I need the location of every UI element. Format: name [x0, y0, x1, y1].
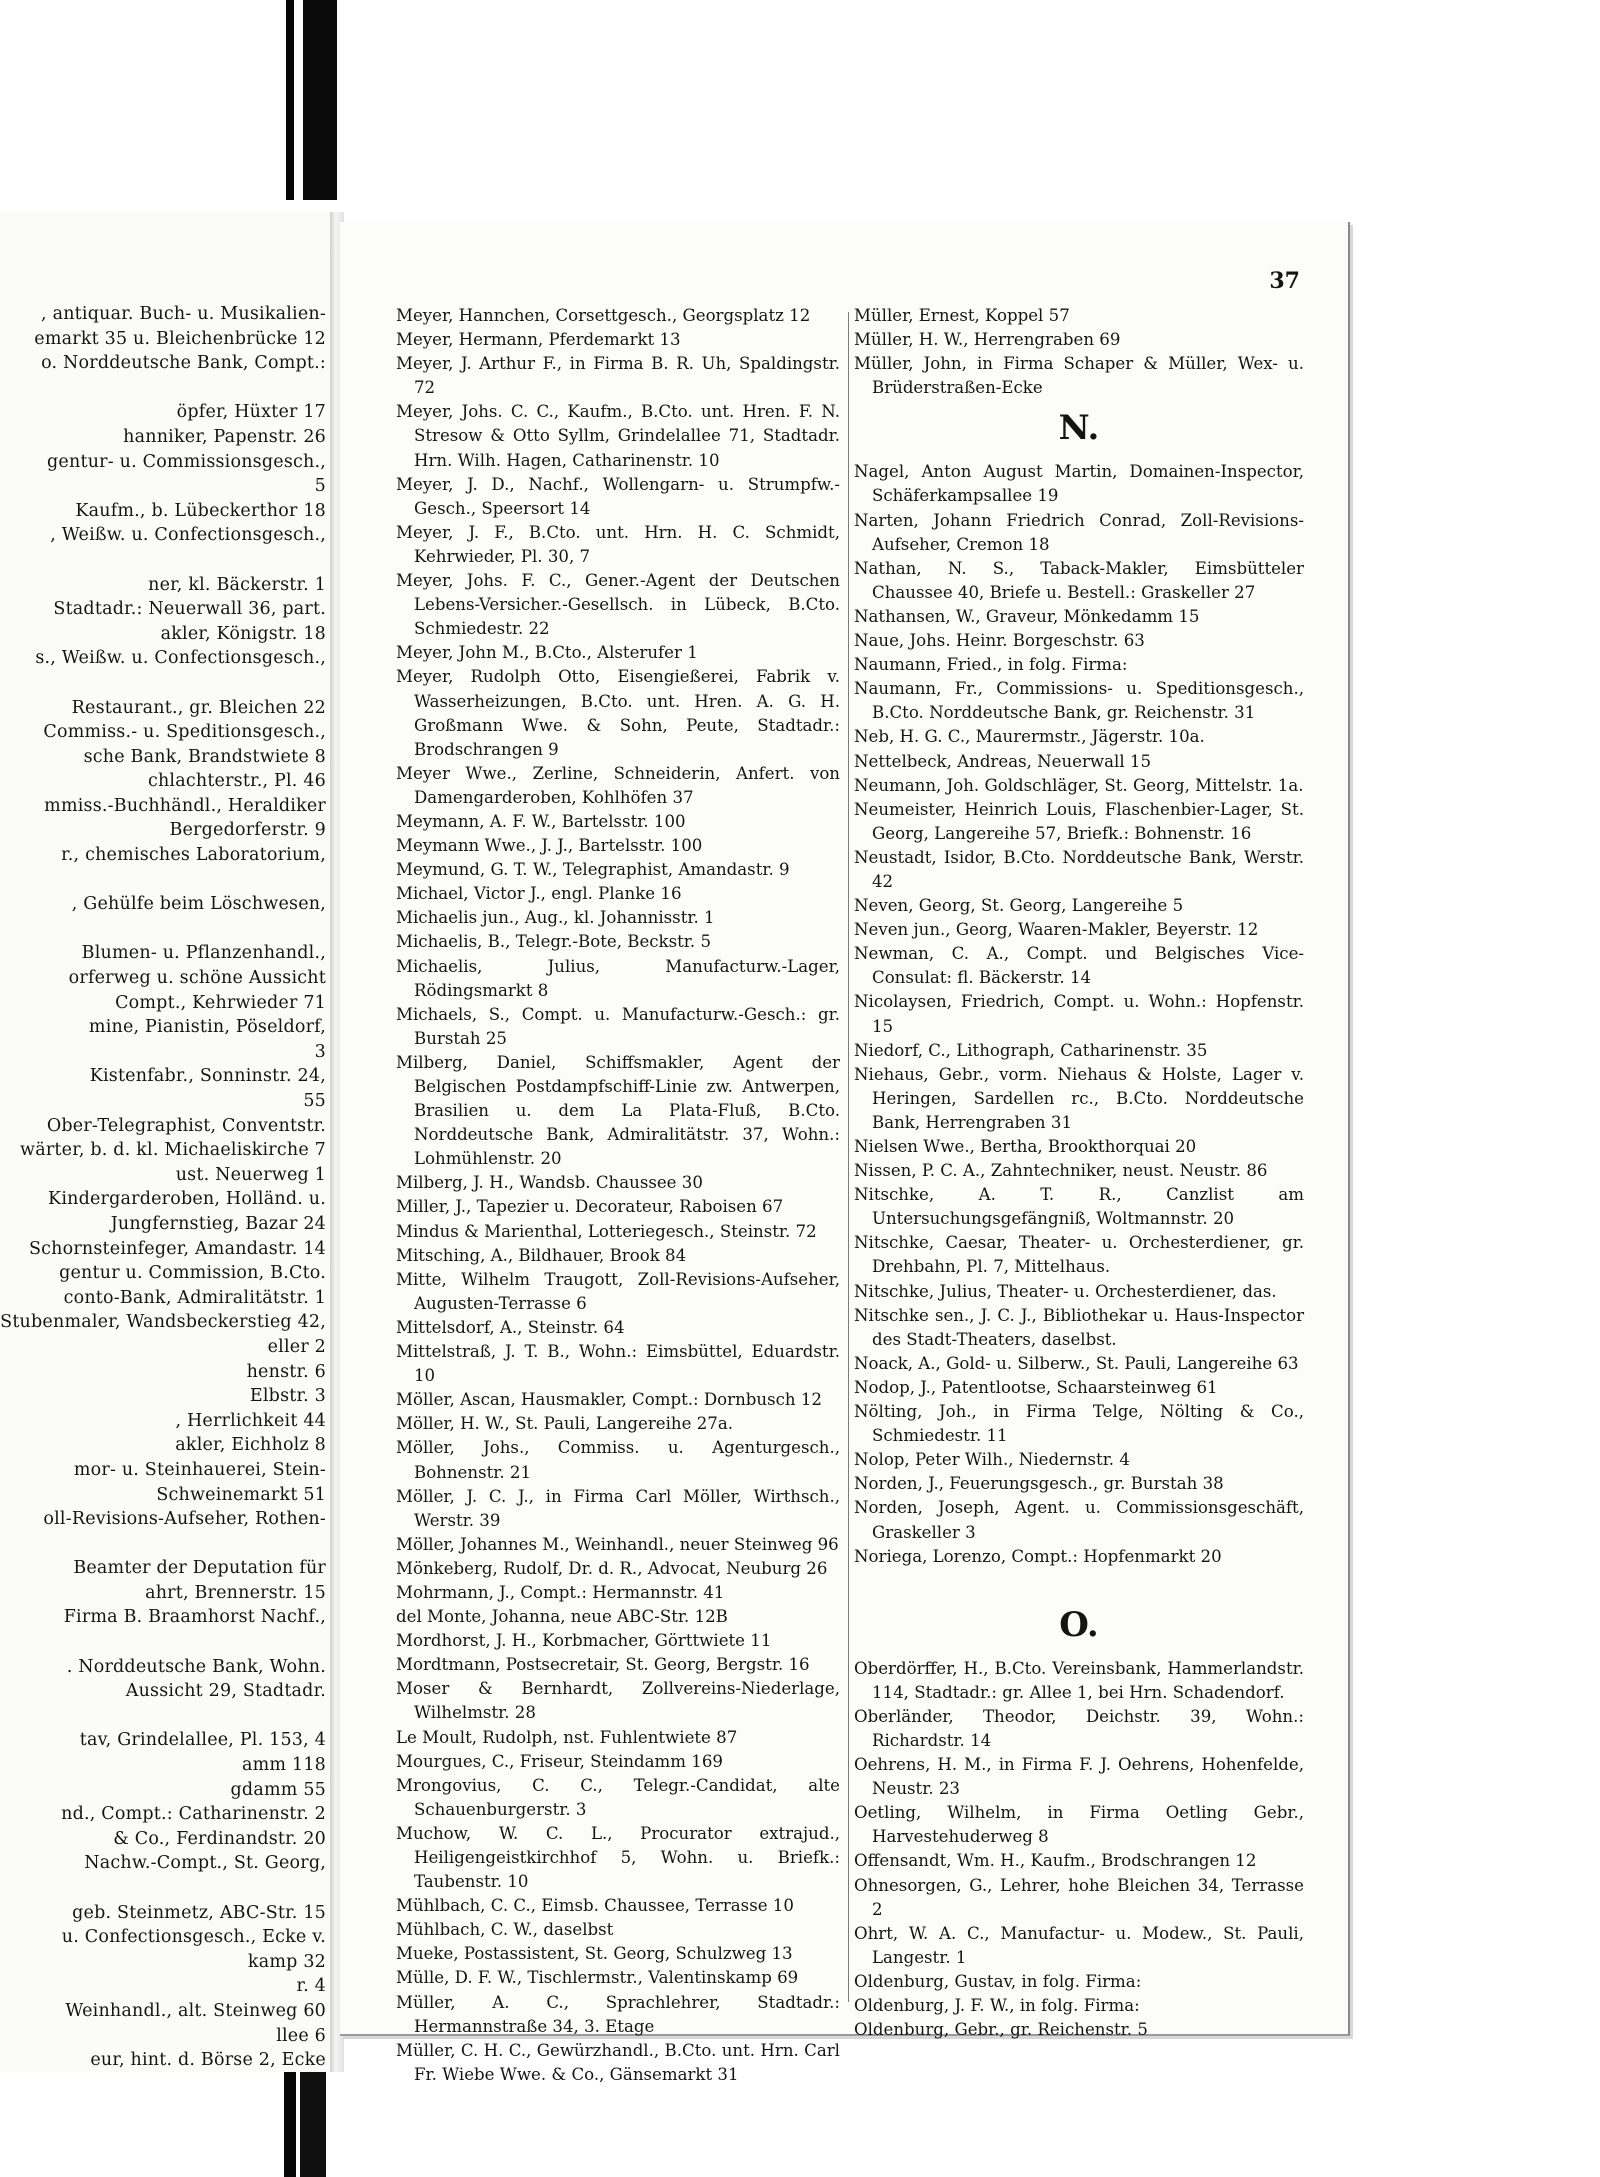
left-page-line: mmiss.-Buchhändl., Heraldiker	[44, 795, 326, 816]
left-page-line: gentur- u. Commissionsgesch.,	[47, 451, 326, 472]
left-page-line: ust. Neuerweg 1	[175, 1164, 326, 1185]
directory-entry: Nitschke, A. T. R., Canzlist am Untersuchungsgefängniß, Woltmannstr. 20	[854, 1185, 1304, 1229]
directory-entry: Oldenburg, J. F. W., in folg. Firma:	[854, 1996, 1140, 2015]
directory-entry: Meyer, John M., B.Cto., Alsterufer 1	[396, 643, 698, 663]
directory-entry: Neven jun., Georg, Waaren-Makler, Beyerstr. 12	[854, 920, 1259, 940]
page-number: 37	[1269, 268, 1300, 294]
directory-entry: Mordtmann, Postsecretair, St. Georg, Bergstr. 16	[396, 1655, 810, 1675]
directory-entry: Mueke, Postassistent, St. Georg, Schulzweg 13	[396, 1944, 793, 1964]
left-page-line: Kistenfabr., Sonninstr. 24,	[89, 1066, 326, 1087]
left-page-line: Blumen- u. Pflanzenhandl.,	[81, 943, 326, 964]
directory-entry: Meymann Wwe., J. J., Bartelsstr. 100	[396, 836, 703, 856]
left-page-line: 3	[314, 1041, 326, 1062]
directory-entry: Müller, Ernest, Koppel 57	[854, 306, 1070, 325]
directory-entry: Miller, J., Tapezier u. Decorateur, Raboisen 67	[396, 1197, 784, 1217]
directory-entry: Ohnesorgen, G., Lehrer, hohe Bleichen 34, Terrasse 2	[854, 1875, 1304, 1919]
column-rule	[848, 312, 849, 2002]
section-heading-o: O.	[1059, 1604, 1099, 1645]
directory-entry: Möller, Johannes M., Weinhandl., neuer Steinweg 96	[396, 1534, 839, 1554]
left-page-line	[0, 917, 326, 942]
directory-entry: Offensandt, Wm. H., Kaufm., Brodschrangen 12	[854, 1851, 1257, 1871]
section-heading-n: N.	[1058, 408, 1100, 449]
directory-entry: Nathan, N. S., Taback-Makler, Eimsbütteler Chaussee 40, Briefe u. Bestell.: Graskeller 27	[854, 558, 1304, 602]
left-page-line: 5	[314, 476, 326, 497]
column-right	[854, 304, 1304, 2042]
left-page-line: wärter, b. d. kl. Michaeliskirche 7	[20, 1140, 326, 1161]
left-page-lines	[0, 302, 326, 2072]
left-page-line: henstr. 6	[246, 1361, 326, 1382]
column-left	[396, 304, 840, 2087]
directory-entry: Nodop, J., Patentlootse, Schaarsteinweg 61	[854, 1377, 1218, 1397]
left-page-line: tav, Grindelallee, Pl. 153, 4	[79, 1730, 326, 1751]
directory-entry: Mourgues, C., Friseur, Steindamm 169	[396, 1751, 723, 1771]
left-page-line: s., Weißw. u. Confectionsgesch.,	[35, 648, 326, 669]
directory-entry: Möller, J. C. J., in Firma Carl Möller, Wirthsch., Werstr. 39	[396, 1486, 840, 1530]
directory-entry: Meyer, Johs. C. C., Kaufm., B.Cto. unt. Hren. F. N. Stresow & Otto Syllm, Grindelallee 71, Stadtadr. Hrn. Wilh. Hagen, Catharinenstr. 10	[396, 402, 840, 470]
directory-entry: Oldenburg, Gebr., gr. Reichenstr. 5	[854, 2020, 1148, 2040]
directory-entry: Mitsching, A., Bildhauer, Brook 84	[396, 1245, 687, 1265]
directory-entry: Meymund, G. T. W., Telegraphist, Amandastr. 9	[396, 860, 790, 880]
left-page-line: Firma B. Braamhorst Nachf.,	[63, 1607, 326, 1628]
directory-entry: Nathansen, W., Graveur, Mönkedamm 15	[854, 606, 1200, 626]
directory-entry: Muchow, W. C. L., Procurator extrajud., Heiligengeistkirchhof 5, Wohn. u. Briefk.: Taubenstr. 10	[396, 1823, 840, 1892]
directory-entry: Müller, John, in Firma Schaper & Müller, Wex- u. Brüderstraßen-Ecke	[854, 354, 1304, 398]
left-page-line: o. Norddeutsche Bank, Compt.:	[41, 353, 326, 374]
directory-entry: Nicolaysen, Friedrich, Compt. u. Wohn.: Hopfenstr. 15	[854, 992, 1304, 1036]
left-page-line: Ober-Telegraphist, Conventstr.	[46, 1115, 326, 1136]
directory-entry: Müller, H. W., Herrengraben 69	[854, 330, 1121, 350]
left-page-line: Compt., Kehrwieder 71	[115, 992, 326, 1013]
left-page-line: sche Bank, Brandstwiete 8	[83, 746, 326, 767]
directory-entry: Naumann, Fr., Commissions- u. Speditionsgesch., B.Cto. Norddeutsche Bank, gr. Reichenstr. 31	[854, 679, 1304, 723]
left-page-line	[0, 671, 326, 696]
directory-entry: Niehaus, Gebr., vorm. Niehaus & Holste, Lager v. Heringen, Sardellen rc., B.Cto. Norddeutsche Bank, Herrengraben 31	[854, 1064, 1304, 1132]
directory-entry: Meyer, Rudolph Otto, Eisengießerei, Fabrik v. Wasserheizungen, B.Cto. unt. Hren. A. G. H. Großmann Wwe. & Sohn, Peute, Stadtadr.: Brodschrangen 9	[396, 667, 840, 759]
directory-entry: Oberländer, Theodor, Deichstr. 39, Wohn.: Richardstr. 14	[854, 1706, 1304, 1750]
left-page-line: Schweinemarkt 51	[156, 1484, 326, 1505]
directory-entry: Norden, J., Feuerungsgesch., gr. Burstah 38	[854, 1474, 1224, 1494]
directory-entry: Michaelis, B., Telegr.-Bote, Beckstr. 5	[396, 932, 712, 952]
directory-entry: Neven, Georg, St. Georg, Langereihe 5	[854, 896, 1184, 916]
directory-entry: Nagel, Anton August Martin, Domainen-Inspector, Schäferkampsallee 19	[854, 462, 1304, 506]
directory-entry: Meymann, A. F. W., Bartelsstr. 100	[396, 811, 686, 831]
directory-entry: Mittelsdorf, A., Steinstr. 64	[396, 1317, 625, 1337]
directory-entry: Nitschke sen., J. C. J., Bibliothekar u. Haus-Inspector des Stadt-Theaters, daselbst.	[854, 1305, 1304, 1349]
directory-entry: Mrongovius, C. C., Telegr.-Candidat, alte Schauenburgerstr. 3	[396, 1775, 840, 1819]
directory-entry: Noack, A., Gold- u. Silberw., St. Pauli, Langereihe 63	[854, 1353, 1299, 1373]
left-page-line: , Weißw. u. Confectionsgesch.,	[50, 525, 326, 546]
left-page-line	[0, 1630, 326, 1655]
left-page-line: chlachterstr., Pl. 46	[147, 771, 326, 792]
directory-entry: Mülle, D. F. W., Tischlermstr., Valentinskamp 69	[396, 1968, 799, 1988]
directory-entry: Neb, H. G. C., Maurermstr., Jägerstr. 10a.	[854, 727, 1205, 747]
directory-entry: Michaelis, Julius, Manufacturw.-Lager, Rödingsmarkt 8	[396, 956, 840, 1000]
directory-entry: Müller, C. H. C., Gewürzhandl., B.Cto. unt. Hrn. Carl Fr. Wiebe Wwe. & Co., Gänsemarkt 31	[396, 2040, 840, 2084]
directory-entry: Nissen, P. C. A., Zahntechniker, neust. Neustr. 86	[854, 1161, 1268, 1181]
left-page-line: r., chemisches Laboratorium,	[61, 845, 326, 866]
directory-entry: Meyer, Hermann, Pferdemarkt 13	[396, 330, 681, 350]
left-page-line: u. Confectionsgesch., Ecke v.	[61, 1927, 326, 1948]
left-page-line: llee 6	[276, 2025, 326, 2046]
directory-entry: Meyer, Hannchen, Corsettgesch., Georgsplatz 12	[396, 306, 811, 325]
directory-entry: Oetling, Wilhelm, in Firma Oetling Gebr., Harvestehuderweg 8	[854, 1803, 1304, 1847]
directory-entry: Naue, Johs. Heinr. Borgeschstr. 63	[854, 631, 1145, 651]
entries-n	[854, 460, 1304, 1568]
directory-entry: Oehrens, H. M., in Firma F. J. Oehrens, Hohenfelde, Neustr. 23	[854, 1755, 1304, 1799]
directory-entry: Neumann, Joh. Goldschläger, St. Georg, Mittelstr. 1a.	[854, 775, 1304, 795]
directory-entry: Oldenburg, Gustav, in folg. Firma:	[854, 1971, 1142, 1991]
left-page-line: Restaurant., gr. Bleichen 22	[71, 697, 326, 718]
directory-entry: Nettelbeck, Andreas, Neuerwall 15	[854, 751, 1152, 771]
directory-page	[340, 222, 1350, 2084]
directory-entry: Meyer, J. Arthur F., in Firma B. R. Uh, Spaldingstr. 72	[396, 354, 840, 398]
directory-entry: Neumeister, Heinrich Louis, Flaschenbier-Lager, St. Georg, Langereihe 57, Briefk.: Bohnenstr. 16	[854, 799, 1304, 843]
left-page-line: Kindergarderoben, Holländ. u.	[48, 1189, 326, 1210]
left-page-line: 55	[303, 1091, 326, 1111]
left-page-line: geb. Steinmetz, ABC-Str. 15	[72, 1902, 326, 1923]
left-page-line: Beamter der Deputation für	[73, 1558, 326, 1579]
left-page-line: Nachw.-Compt., St. Georg,	[84, 1853, 326, 1874]
left-page-line: mine, Pianistin, Pöseldorf,	[88, 1017, 326, 1038]
left-page-line: Elbstr. 3	[249, 1386, 326, 1407]
left-page-line: Commiss.- u. Speditionsgesch.,	[43, 722, 326, 743]
left-page-line: akler, Königstr. 18	[160, 623, 326, 644]
directory-entry: Nielsen Wwe., Bertha, Brookthorquai 20	[854, 1137, 1197, 1156]
directory-entry: Mindus & Marienthal, Lotteriegesch., Steinstr. 72	[396, 1221, 817, 1241]
directory-entry: Neustadt, Isidor, B.Cto. Norddeutsche Bank, Werstr. 42	[854, 847, 1304, 891]
directory-entry: Naumann, Fried., in folg. Firma:	[854, 655, 1128, 675]
directory-entry: Mordhorst, J. H., Korbmacher, Görttwiete 11	[396, 1631, 772, 1651]
left-page-line: gdamm 55	[230, 1779, 326, 1800]
left-page-line: r. 4	[296, 1976, 326, 1997]
directory-entry: Meyer, J. F., B.Cto. unt. Hrn. H. C. Schmidt, Kehrwieder, Pl. 30, 7	[396, 522, 840, 566]
directory-entry: Niedorf, C., Lithograph, Catharinenstr. 35	[854, 1040, 1208, 1060]
directory-entry: Meyer Wwe., Zerline, Schneiderin, Anfert. von Damengarderoben, Kohlhöfen 37	[396, 763, 840, 807]
directory-entry: Meyer, J. D., Nachf., Wollengarn- u. Strumpfw.-Gesch., Speersort 14	[396, 474, 840, 518]
entries-o	[854, 1657, 1304, 2043]
left-page-line: Stubenmaler, Wandsbeckerstieg 42,	[0, 1312, 326, 1333]
left-page-line: Weinhandl., alt. Steinweg 60	[65, 2000, 326, 2021]
directory-entry: Noriega, Lorenzo, Compt.: Hopfenmarkt 20	[854, 1546, 1222, 1566]
directory-entry: Mitte, Wilhelm Traugott, Zoll-Revisions-Aufseher, Augusten-Terrasse 6	[396, 1269, 840, 1313]
left-page-line: ner, kl. Bäckerstr. 1	[148, 574, 326, 595]
directory-entry: Möller, Johs., Commiss. u. Agenturgesch., Bohnenstr. 21	[396, 1438, 840, 1482]
left-page-line: emarkt 35 u. Bleichenbrücke 12	[34, 328, 326, 349]
left-page-line: Stadtadr.: Neuerwall 36, part.	[53, 599, 326, 620]
directory-entry: Michael, Victor J., engl. Planke 16	[396, 884, 682, 904]
directory-entry: Le Moult, Rudolph, nst. Fuhlentwiete 87	[396, 1727, 738, 1747]
left-page-line: , Gehülfe beim Löschwesen,	[71, 894, 326, 915]
left-page-line	[0, 548, 326, 573]
directory-entry: Nolop, Peter Wilh., Niedernstr. 4	[854, 1450, 1130, 1470]
left-page-line	[0, 1532, 326, 1557]
directory-entry: Moser & Bernhardt, Zollvereins-Niederlage, Wilhelmstr. 28	[396, 1679, 840, 1723]
left-page-line: Jungfernstieg, Bazar 24	[110, 1213, 326, 1234]
directory-entry: Meyer, Johs. F. C., Gener.-Agent der Deutschen Lebens-Versicher.-Gesellsch. in Lübeck, B.Cto. Schmiedestr. 22	[396, 571, 840, 639]
directory-entry: Milberg, J. H., Wandsb. Chaussee 30	[396, 1173, 703, 1193]
directory-entry: Mönkeberg, Rudolf, Dr. d. R., Advocat, Neuburg 26	[396, 1558, 828, 1578]
left-page-line: orferweg u. schöne Aussicht	[68, 968, 326, 989]
directory-entry: Narten, Johann Friedrich Conrad, Zoll-Revisions-Aufseher, Cremon 18	[854, 510, 1304, 554]
left-page-line: mor- u. Steinhauerei, Stein-	[73, 1459, 326, 1480]
left-page-line: kamp 32	[247, 1951, 326, 1972]
left-page-line: amm 118	[242, 1755, 326, 1776]
directory-entry: Nitschke, Caesar, Theater- u. Orchesterdiener, gr. Drehbahn, Pl. 7, Mittelhaus.	[854, 1233, 1304, 1277]
left-page-line: oll-Revisions-Aufseher, Rothen-	[43, 1509, 326, 1530]
directory-entry: Michaelis jun., Aug., kl. Johannisstr. 1	[396, 908, 715, 928]
left-page-line: eur, hint. d. Börse 2, Ecke	[90, 2050, 326, 2071]
directory-entry: Mühlbach, C. W., daselbst	[396, 1920, 614, 1940]
left-page-line: eller 2	[267, 1336, 326, 1357]
left-page-line: . Norddeutsche Bank, Wohn.	[66, 1656, 326, 1677]
directory-entry: Newman, C. A., Compt. und Belgisches Vice-Consulat: fl. Bäckerstr. 14	[854, 944, 1304, 988]
left-page-line: akler, Eichholz 8	[175, 1435, 326, 1456]
left-page-line: Kaufm., b. Lübeckerthor 18	[75, 500, 326, 521]
directory-entry: Ohrt, W. A. C., Manufactur- u. Modew., St. Pauli, Langestr. 1	[854, 1923, 1304, 1967]
left-page-line: , Herrlichkeit 44	[175, 1410, 326, 1431]
scan-edge-bar	[303, 0, 337, 200]
directory-entry: Milberg, Daniel, Schiffsmakler, Agent der Belgischen Postdampfschiff-Linie zw. Antwerpen, Brasilien u. dem La Plata-Fluß, B.Cto. Norddeutsche Bank, Admiralitätstr. 37, Wohn.: Lohmühlenstr. 20	[396, 1052, 840, 1169]
directory-entry: Möller, Ascan, Hausmakler, Compt.: Dornbusch 12	[396, 1390, 822, 1410]
left-page-line: öpfer, Hüxter 17	[176, 402, 326, 423]
left-page-line: nd., Compt.: Catharinenstr. 2	[61, 1804, 326, 1825]
directory-entry: Michaels, S., Compt. u. Manufacturw.-Gesch.: gr. Burstah 25	[396, 1004, 840, 1048]
directory-entry: Oberdörffer, H., B.Cto. Vereinsbank, Hammerlandstr. 114, Stadtadr.: gr. Allee 1, bei Hrn. Schadendorf.	[854, 1658, 1304, 1702]
directory-entry: Möller, H. W., St. Pauli, Langereihe 27a.	[396, 1414, 733, 1434]
left-page-line	[0, 1876, 326, 1901]
directory-entry: Nitschke, Julius, Theater- u. Orchesterdiener, das.	[854, 1281, 1277, 1301]
entries-m-continued	[854, 304, 1304, 400]
directory-entry: Nölting, Joh., in Firma Telge, Nölting & Co., Schmiedestr. 11	[854, 1402, 1304, 1446]
left-page-fragment	[0, 212, 333, 2072]
left-page-line: Bergedorferstr. 9	[169, 820, 326, 841]
directory-entry: Müller, A. C., Sprachlehrer, Stadtadr.: Hermannstraße 34, 3. Etage	[396, 1992, 840, 2036]
directory-entry: Mühlbach, C. C., Eimsb. Chaussee, Terrasse 10	[396, 1896, 794, 1916]
left-page-line: & Co., Ferdinandstr. 20	[113, 1828, 326, 1849]
left-page-line: Aussicht 29, Stadtadr.	[125, 1681, 326, 1702]
left-page-line: Schornsteinfeger, Amandastr. 14	[28, 1238, 326, 1259]
directory-entry: Mittelstraß, J. T. B., Wohn.: Eimsbüttel, Eduardstr. 10	[396, 1342, 840, 1386]
left-page-line	[0, 868, 326, 893]
left-page-line: gentur u. Commission, B.Cto.	[59, 1263, 326, 1284]
left-page-line	[0, 376, 326, 401]
left-page-line: conto-Bank, Admiralitätstr. 1	[63, 1287, 326, 1308]
left-page-line: , antiquar. Buch- u. Musikalien-	[41, 304, 326, 324]
left-page-line: hanniker, Papenstr. 26	[123, 426, 326, 447]
directory-entry: del Monte, Johanna, neue ABC-Str. 12B	[396, 1607, 728, 1627]
scan-edge-bar	[286, 0, 294, 200]
left-page-line	[0, 1704, 326, 1729]
directory-entry: Mohrmann, J., Compt.: Hermannstr. 41	[396, 1582, 725, 1602]
left-page-line: ahrt, Brennerstr. 15	[145, 1582, 326, 1603]
directory-entry: Norden, Joseph, Agent. u. Commissionsgeschäft, Graskeller 3	[854, 1498, 1304, 1542]
